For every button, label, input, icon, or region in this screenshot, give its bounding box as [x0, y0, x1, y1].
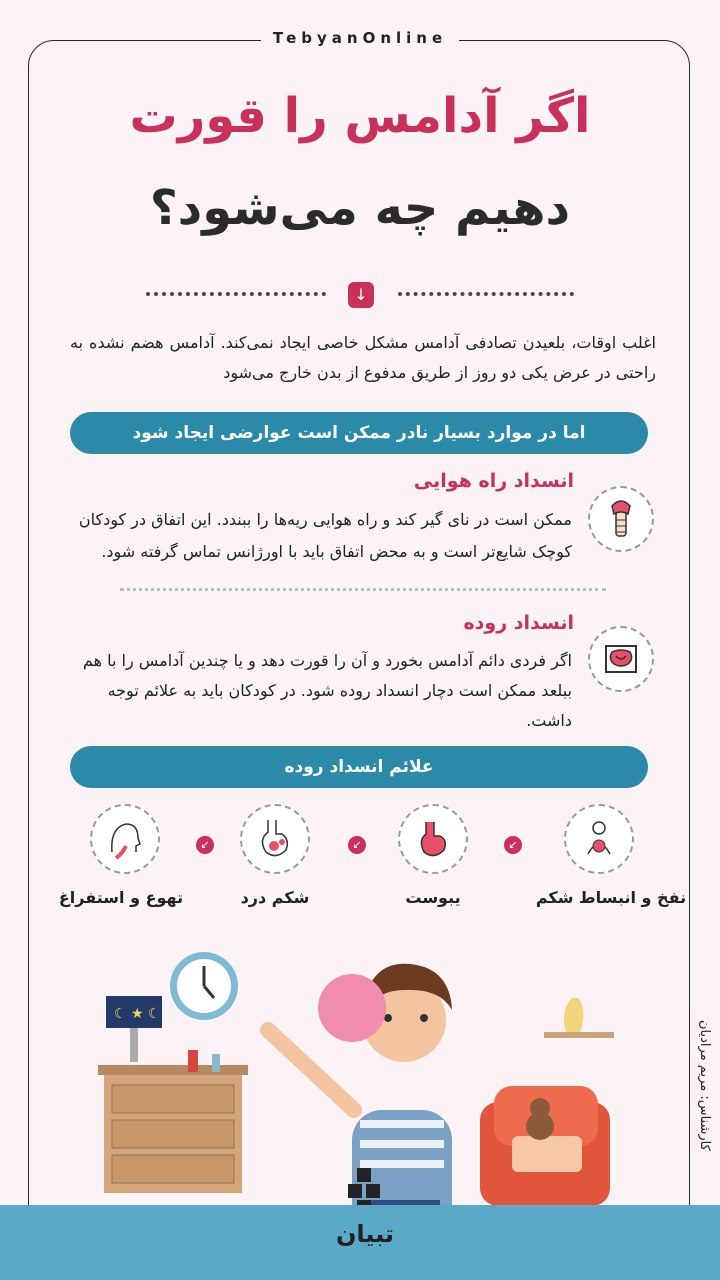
section-airway-title: انسداد راه هوایی [413, 470, 574, 492]
airway-icon [588, 486, 654, 552]
section-intestine-title: انسداد روده [463, 612, 574, 634]
armchair-icon [480, 1086, 610, 1206]
title-line-1: اگر آدامس را قورت [129, 88, 591, 144]
symptom-label-vomiting: تهوع و استفراغ [58, 888, 184, 907]
vomiting-icon [90, 804, 160, 874]
brand-text: TebyanOnline [261, 29, 459, 47]
banner-rare-complications: اما در موارد بسیار نادر ممکن است عوارضی ایجاد شود [70, 412, 648, 454]
banner-symptoms: علائم انسداد روده [70, 746, 648, 788]
section-intestine-text: اگر فردی دائم آدامس بخورد و آن را قورت دهد و یا چندین آدامس را با هم ببلعد ممکن است دچار انسداد روده شود. در کودکان باید به علائم توجه داشت. [82, 651, 572, 730]
section-airway-text: ممکن است در نای گیر کند و راه هوایی ریه‌ها را ببندد. این اتفاق در کودکان کوچک شایع‌تر است و به محض اتفاق باید با اورژانس تماس گرفته شود. [78, 510, 572, 561]
lamp-icon [106, 996, 162, 1062]
arrow-down-icon: ↓ [348, 282, 374, 308]
symptom-label-stomach-pain: شکم درد [240, 888, 310, 907]
dotted-divider-left [146, 292, 326, 300]
brand-header [0, 28, 720, 47]
svg-text:☾ ★ ☾: ☾ ★ ☾ [114, 1006, 161, 1022]
cabinet-icon [98, 1065, 248, 1193]
title-line-2: دهیم چه می‌شود؟ [149, 180, 571, 236]
tebyan-logo-text: تبیان [335, 1220, 395, 1248]
intro-text: اغلب اوقات، بلعیدن تصادفی آدامس مشکل خاصی ایجاد نمی‌کند. آدامس هضم نشده به راحتی در عرض یکی دو روز از طریق مدفوع از بدن خارج می‌شود [70, 333, 656, 382]
credit-text: کارشناس: مریم مرادیان [697, 1020, 712, 1151]
arrow-icon: ↙ [504, 836, 522, 854]
arrow-icon: ↙ [348, 836, 366, 854]
symptom-label-constipation: یبوست [405, 888, 461, 907]
clock-icon [170, 952, 238, 1020]
stomach-icon [398, 804, 468, 874]
stomach-pain-icon [240, 804, 310, 874]
arrow-icon: ↙ [196, 836, 214, 854]
section-divider [120, 588, 606, 591]
symptom-label-bloating: نفخ و انبساط شکم [535, 888, 687, 907]
bloating-icon [564, 804, 634, 874]
intestine-icon [588, 626, 654, 692]
dotted-divider-right [398, 292, 574, 300]
